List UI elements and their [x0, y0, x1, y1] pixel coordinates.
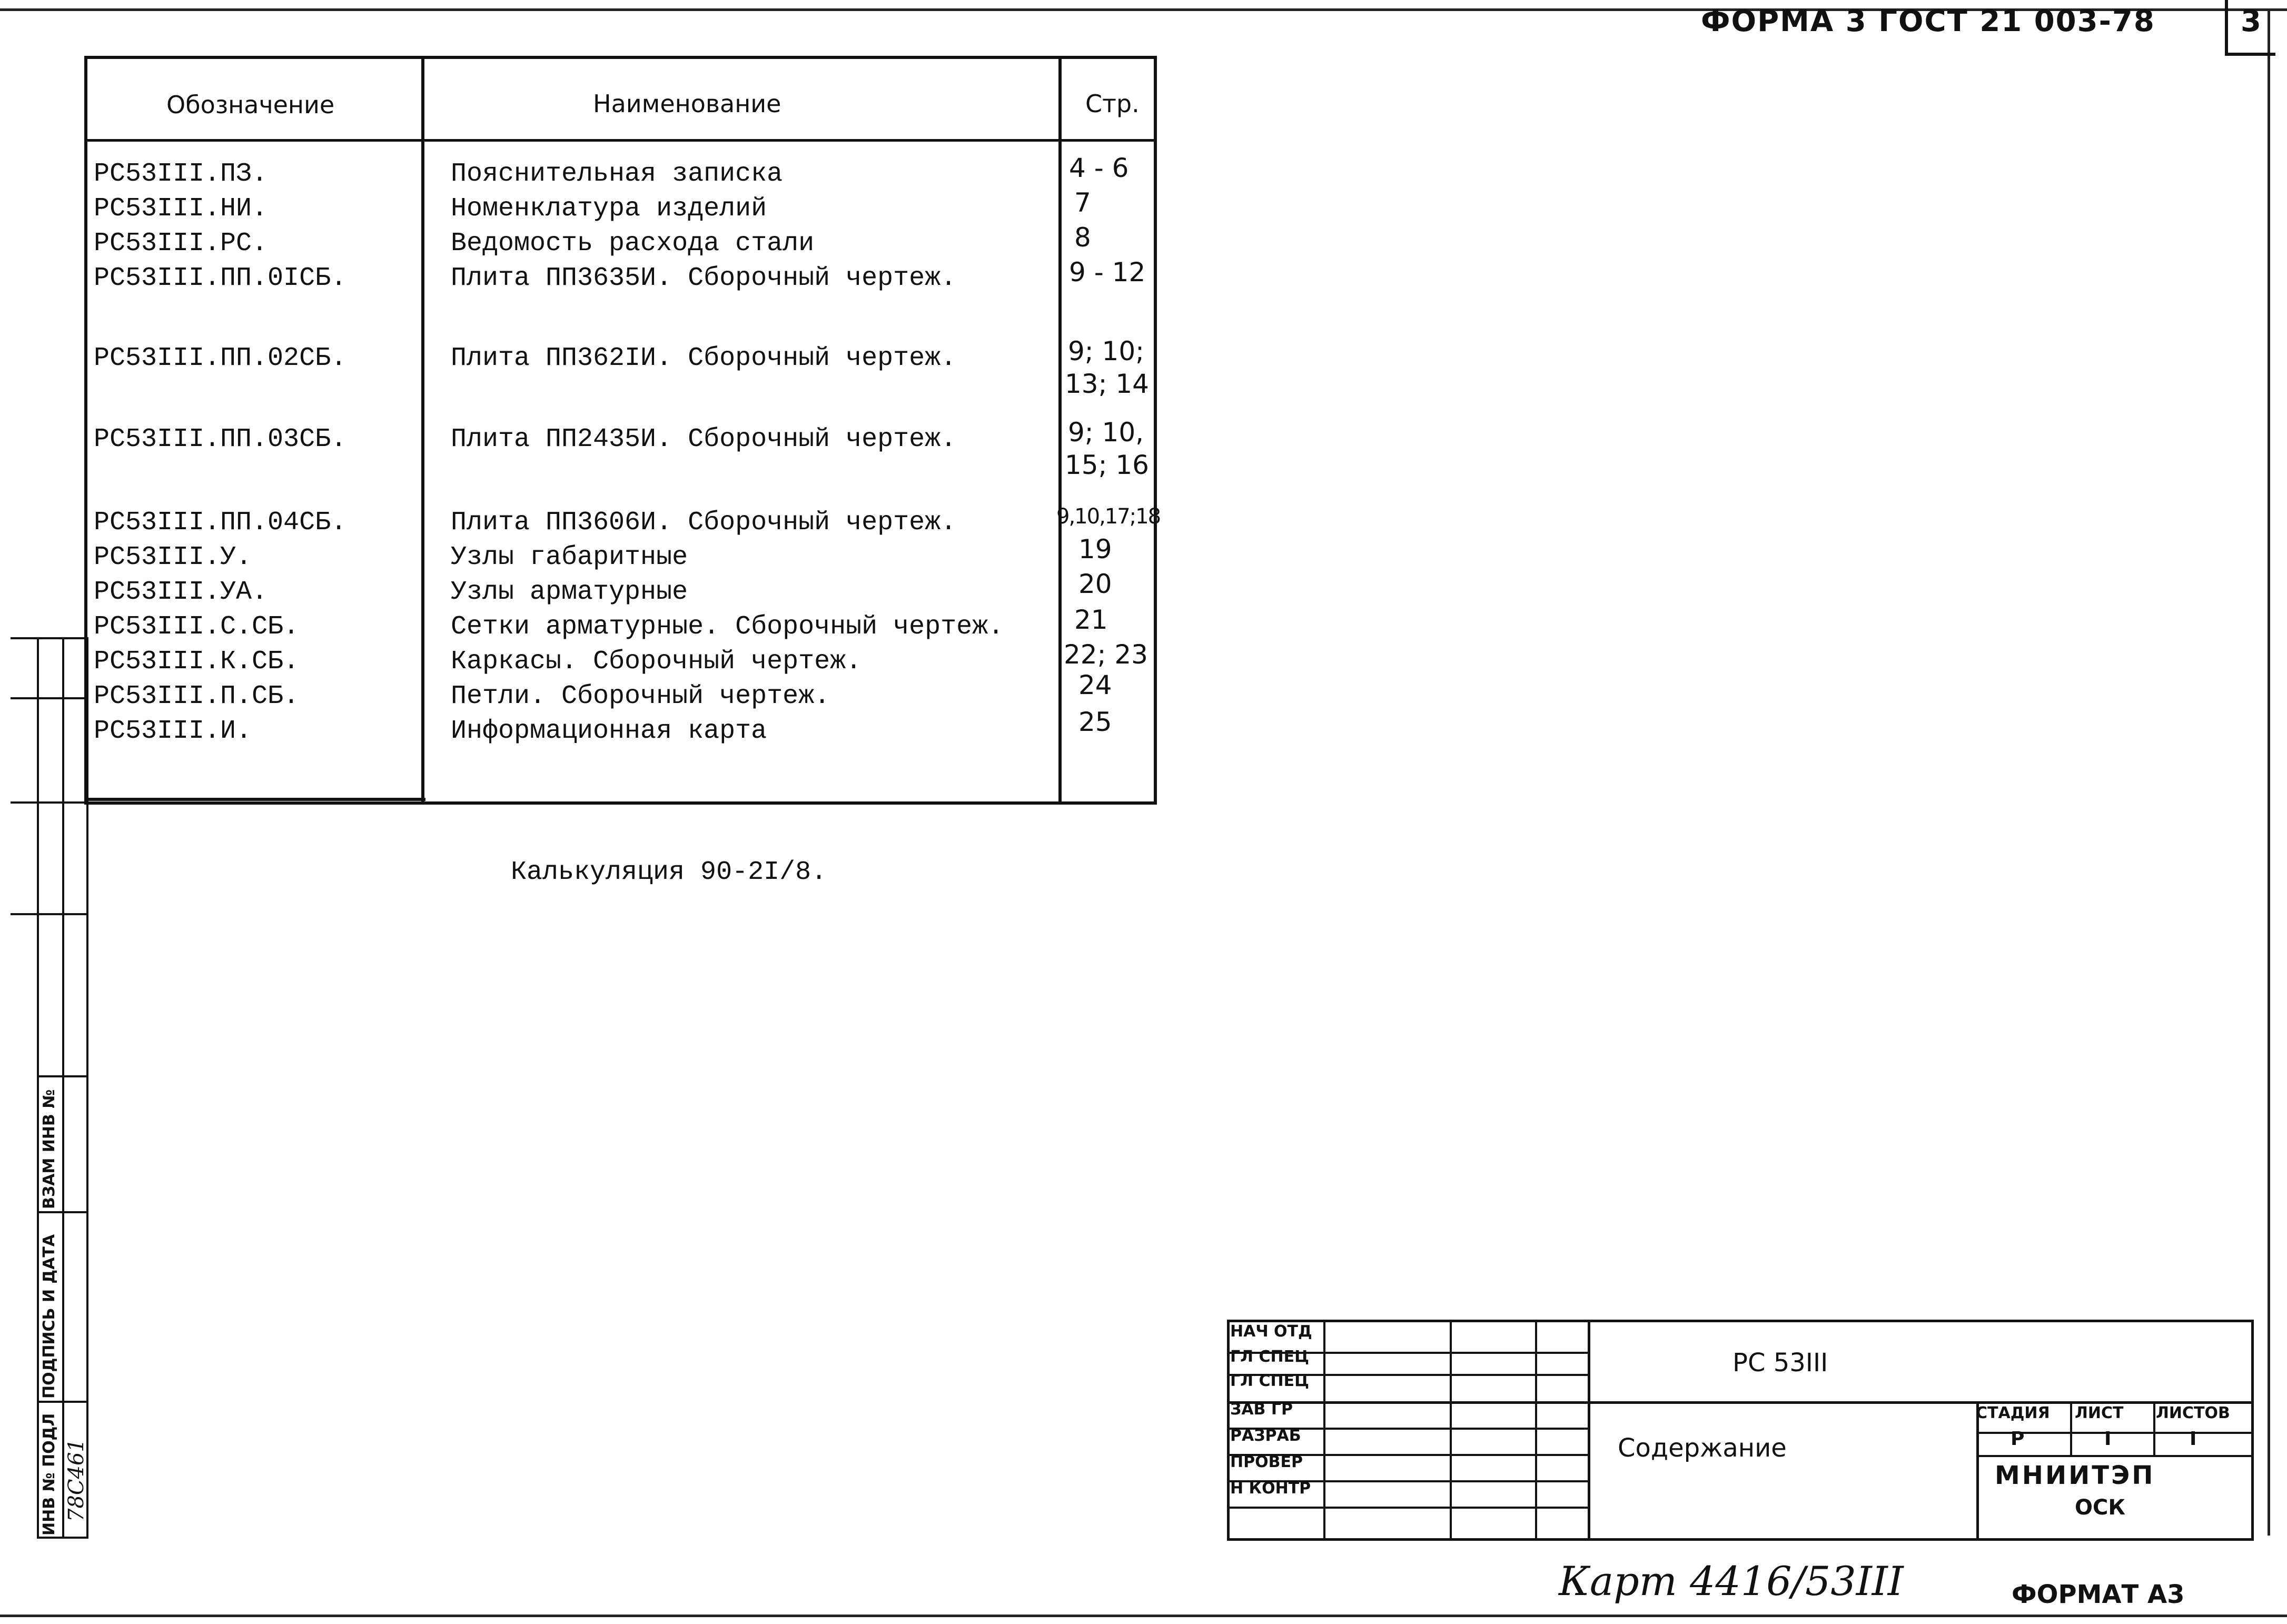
row-pages: 9,10,17;18	[1056, 504, 1161, 529]
stamp-label-inventory-original: ИНВ № ПОДЛ	[40, 1413, 58, 1536]
row-code: РС53III.ПП.0IСБ.	[94, 263, 347, 293]
paper-format-label: ФОРМАТ А3	[2012, 1580, 2185, 1609]
row-pages: 22; 23	[1064, 639, 1148, 670]
table-header-divider	[87, 139, 1154, 142]
stage-label: СТАДИЯ	[1976, 1404, 2050, 1422]
row-pages: 7	[1074, 187, 1091, 218]
stamp-inventory-number: 78C461	[64, 1439, 88, 1522]
row-pages: 9 - 12	[1069, 257, 1146, 288]
row-name: Номенклатура изделий	[451, 194, 767, 224]
row-pages: 9; 10,	[1068, 417, 1144, 448]
row-name: Узлы габаритные	[451, 542, 688, 572]
row-pages: 20	[1078, 569, 1112, 599]
stamp-hline	[11, 913, 88, 915]
row-pages-continued: 13; 14	[1065, 369, 1149, 399]
stamp-hline	[37, 1211, 88, 1213]
row-name: Сетки арматурные. Сборочный чертеж.	[451, 612, 1004, 642]
organization-name: МНИИТЭП	[1995, 1461, 2155, 1490]
right-border-line	[2268, 8, 2270, 1536]
column-header-name: Наименование	[593, 90, 781, 118]
row-code: РС53III.ПП.02СБ.	[94, 343, 347, 373]
sheets-value: I	[2190, 1428, 2197, 1450]
row-name: Плита ПП3635И. Сборочный чертеж.	[451, 263, 957, 293]
row-code: РС53III.УА.	[94, 577, 268, 607]
stage-value: Р	[2011, 1428, 2025, 1450]
row-code: РС53III.И.	[94, 716, 252, 746]
organization-department: ОСК	[2075, 1496, 2126, 1520]
document-title: Содержание	[1618, 1433, 1787, 1463]
stamp-hline	[11, 637, 88, 639]
column-header-designation: Обозначение	[166, 91, 335, 119]
row-code: РС53III.ПП.04СБ.	[94, 508, 347, 538]
role-head-department: НАЧ ОТД	[1230, 1322, 1312, 1341]
stamp-label-replacement-inventory: ВЗАМ ИНВ №	[40, 1089, 58, 1209]
row-name: Информационная карта	[451, 716, 767, 746]
stamp-hline	[37, 1537, 88, 1539]
row-pages: 19	[1078, 534, 1112, 565]
row-name: Петли. Сборочный чертеж.	[451, 681, 830, 711]
tb-vline	[2153, 1401, 2155, 1456]
row-pages: 24	[1078, 670, 1112, 700]
row-code: РС53III.У.	[94, 542, 252, 572]
role-norm-control: Н КОНТР	[1230, 1479, 1311, 1498]
row-name: Ведомость расхода стали	[451, 229, 815, 259]
document-code: РС 53III	[1732, 1348, 1828, 1378]
stamp-label-signature-date: ПОДПИСЬ И ДАТА	[40, 1234, 58, 1399]
role-group-head: ЗАВ ГР	[1230, 1400, 1293, 1419]
sheet-label: ЛИСТ	[2075, 1404, 2124, 1422]
role-chief-specialist: ГЛ СПЕЦ	[1230, 1348, 1309, 1366]
table-bottom-left-stub	[88, 798, 425, 801]
row-pages: 8	[1074, 222, 1091, 253]
row-name: Плита ПП2435И. Сборочный чертеж.	[451, 424, 957, 454]
row-code: РС53III.НИ.	[94, 194, 268, 224]
tb-hline	[1976, 1455, 2251, 1457]
column-header-page: Стр.	[1085, 90, 1140, 118]
table-col-divider-1	[421, 59, 424, 801]
handwritten-archive-note: Карт 4416/53III	[1559, 1558, 1904, 1605]
stamp-vline-2	[62, 637, 64, 1539]
stamp-vline-1	[37, 637, 39, 1539]
sheets-label: ЛИСТОВ	[2156, 1404, 2230, 1422]
row-name: Плита ПП362IИ. Сборочный чертеж.	[451, 343, 957, 373]
row-code: РС53III.ПП.03СБ.	[94, 424, 347, 454]
tb-vline	[1450, 1322, 1452, 1538]
sheet-value: I	[2104, 1428, 2112, 1450]
row-code: РС53III.К.СБ.	[94, 647, 300, 677]
row-code: РС53III.РС.	[94, 229, 268, 259]
stamp-hline	[37, 1075, 88, 1077]
row-name: Каркасы. Сборочный чертеж.	[451, 647, 862, 677]
bottom-border-line	[0, 1615, 2287, 1617]
row-code: РС53III.П.СБ.	[94, 681, 300, 711]
row-code: РС53III.ПЗ.	[94, 159, 268, 189]
stamp-vline-3	[86, 637, 88, 1539]
stamp-hline	[11, 801, 88, 804]
stamp-hline	[11, 697, 88, 699]
table-col-divider-2	[1058, 59, 1062, 801]
row-pages: 21	[1074, 605, 1108, 635]
role-chief-specialist: ГЛ СПЕЦ	[1230, 1372, 1309, 1390]
row-pages-continued: 15; 16	[1065, 450, 1149, 480]
stamp-hline	[37, 1401, 88, 1403]
row-name: Плита ПП3606И. Сборочный чертеж.	[451, 508, 957, 538]
header-sheet-number: 3	[2241, 4, 2262, 38]
row-name: Пояснительная записка	[451, 159, 783, 189]
row-pages: 9; 10;	[1068, 336, 1145, 367]
tb-vline	[1588, 1322, 1590, 1538]
row-pages: 25	[1078, 707, 1112, 737]
role-developer: РАЗРАБ	[1230, 1427, 1301, 1445]
tb-hline	[1230, 1507, 1590, 1509]
tb-vline	[1535, 1322, 1537, 1538]
row-pages: 4 - 6	[1069, 153, 1129, 183]
row-code: РС53III.С.СБ.	[94, 612, 300, 642]
row-name: Узлы арматурные	[451, 577, 688, 607]
tb-vline	[1323, 1322, 1325, 1538]
calculation-note: Калькуляция 90-2I/8.	[511, 857, 827, 887]
role-checker: ПРОВЕР	[1230, 1453, 1303, 1471]
form-standard-label: ФОРМА 3 ГОСТ 21 003-78	[1701, 4, 2155, 38]
tb-vline	[2070, 1401, 2072, 1456]
